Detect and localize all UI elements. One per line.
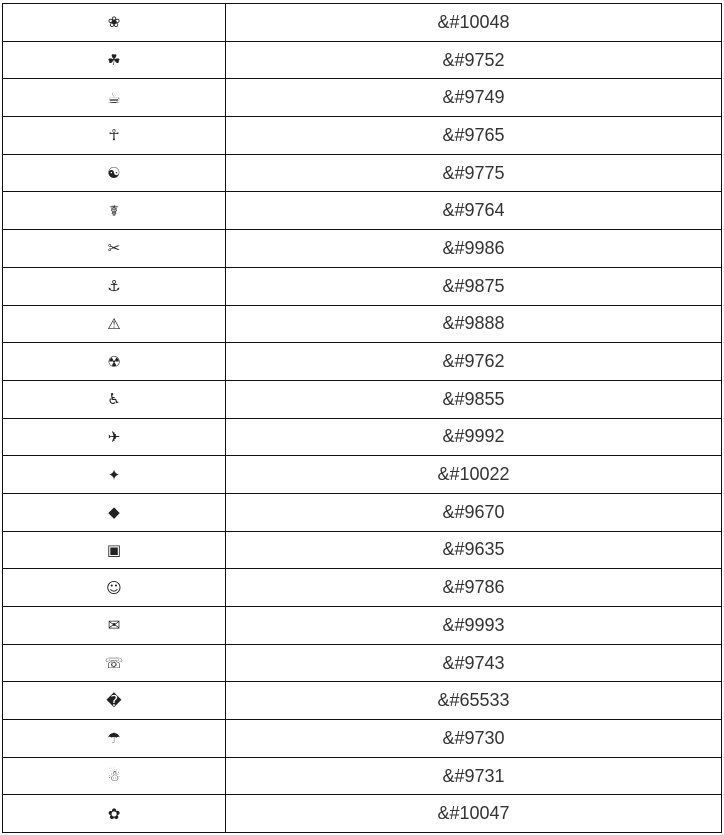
flower-icon: ❀ bbox=[107, 13, 121, 32]
code-cell: &#9764 bbox=[226, 192, 722, 230]
table-row bbox=[3, 456, 722, 494]
code-cell: &#9986 bbox=[226, 230, 722, 268]
black-florette-icon: ✿ bbox=[107, 804, 121, 823]
table-row bbox=[3, 644, 722, 682]
symbol-cell bbox=[3, 757, 226, 795]
table-row bbox=[3, 757, 722, 795]
ankh-icon: ☥ bbox=[108, 126, 120, 145]
code-cell: &#9670 bbox=[226, 493, 722, 531]
table-row bbox=[3, 380, 722, 418]
warning-sign-icon: ⚠ bbox=[107, 314, 121, 333]
code-cell: &#9743 bbox=[226, 644, 722, 682]
telephone-icon: ☏ bbox=[104, 654, 124, 673]
envelope-icon: ✉ bbox=[107, 616, 121, 635]
symbol-cell bbox=[3, 267, 226, 305]
table-row bbox=[3, 192, 722, 230]
symbol-cell bbox=[3, 682, 226, 720]
table-row bbox=[3, 117, 722, 155]
umbrella-icon: ☂ bbox=[107, 729, 121, 748]
symbol-cell bbox=[3, 154, 226, 192]
table-row bbox=[3, 569, 722, 607]
code-cell: &#9752 bbox=[226, 41, 722, 79]
table-row bbox=[3, 267, 722, 305]
table-row bbox=[3, 720, 722, 758]
code-cell: &#10047 bbox=[226, 795, 722, 833]
symbol-cell bbox=[3, 607, 226, 645]
table-row bbox=[3, 154, 722, 192]
symbol-cell bbox=[3, 192, 226, 230]
symbol-cell bbox=[3, 230, 226, 268]
code-cell: &#9855 bbox=[226, 380, 722, 418]
symbol-cell bbox=[3, 720, 226, 758]
square-in-square-icon: ▣ bbox=[106, 540, 122, 559]
symbol-cell bbox=[3, 644, 226, 682]
symbol-code-table bbox=[2, 3, 722, 833]
symbol-cell bbox=[3, 41, 226, 79]
anchor-icon: ⚓ bbox=[107, 277, 121, 296]
code-cell: &#65533 bbox=[226, 682, 722, 720]
symbol-table-container bbox=[2, 3, 722, 833]
code-cell: &#9875 bbox=[226, 267, 722, 305]
code-cell: &#9730 bbox=[226, 720, 722, 758]
hot-beverage-icon: ☕ bbox=[107, 88, 121, 107]
code-cell: &#9775 bbox=[226, 154, 722, 192]
code-cell: &#9765 bbox=[226, 117, 722, 155]
code-cell: &#9786 bbox=[226, 569, 722, 607]
table-row bbox=[3, 418, 722, 456]
snowman-icon: ☃ bbox=[107, 767, 121, 786]
symbol-cell bbox=[3, 4, 226, 42]
airplane-icon: ✈ bbox=[107, 427, 121, 446]
symbol-cell bbox=[3, 493, 226, 531]
symbol-cell bbox=[3, 456, 226, 494]
yin-yang-icon: ☯ bbox=[107, 164, 121, 183]
symbol-cell bbox=[3, 795, 226, 833]
symbol-cell bbox=[3, 79, 226, 117]
caduceus-icon: ☤ bbox=[108, 201, 120, 220]
table-row bbox=[3, 343, 722, 381]
symbol-cell bbox=[3, 569, 226, 607]
black-diamond-icon: ◆ bbox=[108, 503, 120, 522]
shamrock-icon: ☘ bbox=[107, 51, 121, 70]
code-cell: &#9635 bbox=[226, 531, 722, 569]
symbol-cell bbox=[3, 117, 226, 155]
symbol-cell bbox=[3, 380, 226, 418]
wheelchair-icon: ♿ bbox=[107, 390, 121, 409]
four-pointed-star-icon: ✦ bbox=[107, 465, 121, 484]
table-row bbox=[3, 493, 722, 531]
code-cell: &#10022 bbox=[226, 456, 722, 494]
table-row bbox=[3, 79, 722, 117]
smiley-face-icon: ☺ bbox=[106, 578, 122, 597]
code-cell: &#9762 bbox=[226, 343, 722, 381]
radioactive-icon: ☢ bbox=[107, 352, 121, 371]
code-cell: &#10048 bbox=[226, 4, 722, 42]
table-body bbox=[3, 4, 722, 833]
table-row bbox=[3, 4, 722, 42]
symbol-cell bbox=[3, 418, 226, 456]
table-row bbox=[3, 305, 722, 343]
code-cell: &#9992 bbox=[226, 418, 722, 456]
symbol-cell bbox=[3, 343, 226, 381]
symbol-cell bbox=[3, 305, 226, 343]
scissors-icon: ✂ bbox=[107, 239, 121, 258]
replacement-character-icon: � bbox=[106, 691, 122, 710]
code-cell: &#9993 bbox=[226, 607, 722, 645]
table-row bbox=[3, 795, 722, 833]
symbol-cell bbox=[3, 531, 226, 569]
code-cell: &#9731 bbox=[226, 757, 722, 795]
table-row bbox=[3, 682, 722, 720]
table-row bbox=[3, 607, 722, 645]
table-row bbox=[3, 41, 722, 79]
code-cell: &#9749 bbox=[226, 79, 722, 117]
code-cell: &#9888 bbox=[226, 305, 722, 343]
table-row bbox=[3, 230, 722, 268]
table-row bbox=[3, 531, 722, 569]
